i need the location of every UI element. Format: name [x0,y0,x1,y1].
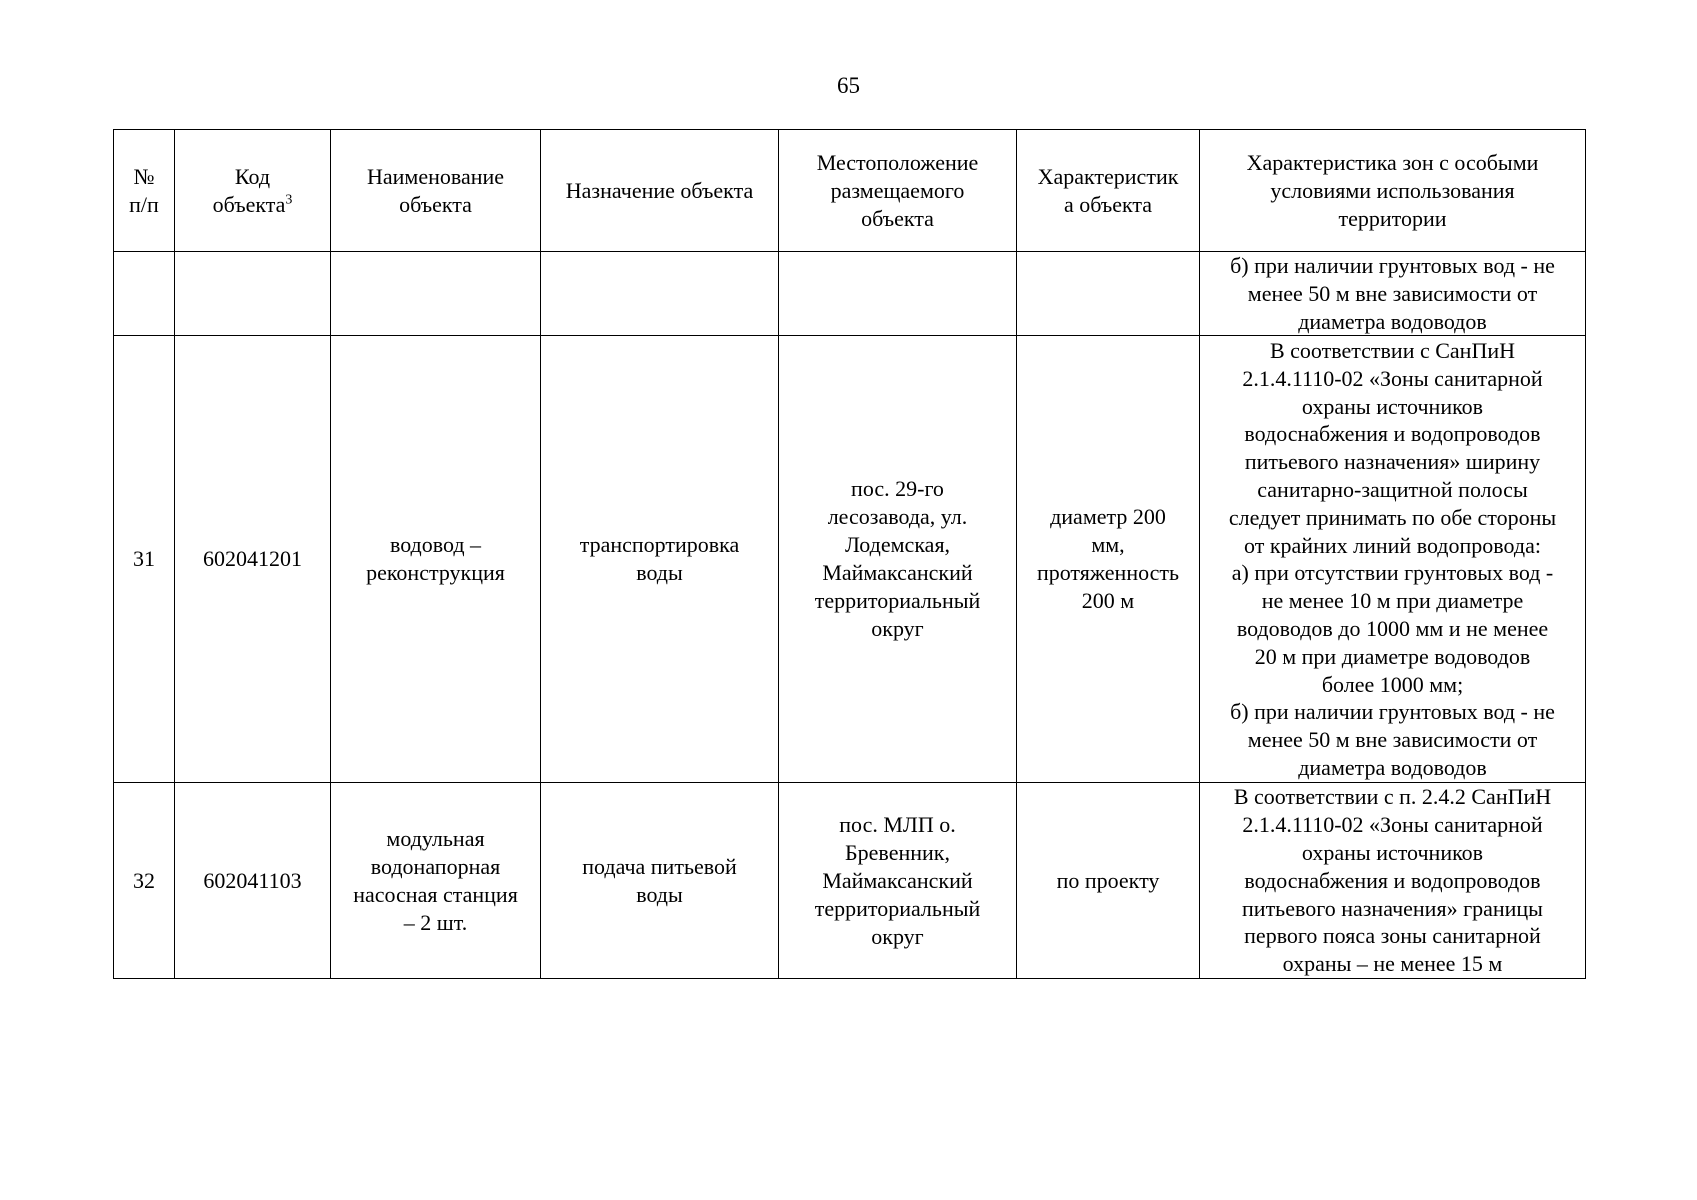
cell-name: водовод – реконструкция [331,336,541,783]
cell-location: пос. МЛП о. Бревенник, Маймаксанский территориальный округ [779,783,1017,979]
table-row [114,336,1586,783]
cell-code: 602041103 [175,783,331,979]
header-purpose: Назначение объекта [541,130,779,252]
cell-num: 31 [114,336,175,783]
header-code [175,130,331,252]
cell-num [114,252,175,336]
cell-characteristic: по проекту [1017,783,1200,979]
cell-zones: В соответствии с СанПиН 2.1.4.1110-02 «Зоны санитарной охраны источников водоснабжения и водопроводов питьевого назначения» ширину санитарно-защитной полосы следует принимать по обе стороны от крайних линий водопровода: а) при отсутствии грунтовых вод - не менее 10 м при диаметре водоводов до 1000 мм и не менее 20 м при диаметре водоводов более 1000 мм; б) при наличии грунтовых вод - не менее 50 м вне зависимости от диаметра водоводов [1200,336,1586,783]
cell-purpose [541,252,779,336]
header-code-label: Код объекта [212,163,286,217]
cell-location [779,252,1017,336]
table-header-row [114,130,1586,252]
cell-purpose: подача питьевой воды [541,783,779,979]
cell-zones: В соответствии с п. 2.4.2 СанПиН 2.1.4.1110-02 «Зоны санитарной охраны источников водоснабжения и водопроводов питьевого назначения» границы первого пояса зоны санитарной охраны – не менее 15 м [1200,783,1586,979]
cell-num: 32 [114,783,175,979]
header-num: № п/п [114,130,175,252]
page-number: 65 [837,73,860,98]
cell-purpose: транспортировка воды [541,336,779,783]
cell-code [175,252,331,336]
footnote-mark: 3 [285,192,293,208]
header-characteristic: Характеристик а объекта [1017,130,1200,252]
cell-location: пос. 29-го лесозавода, ул. Лодемская, Маймаксанский территориальный округ [779,336,1017,783]
objects-table [113,129,1586,979]
header-location: Местоположение размещаемого объекта [779,130,1017,252]
header-name: Наименование объекта [331,130,541,252]
cell-name [331,252,541,336]
table-row [114,252,1586,336]
cell-zones: б) при наличии грунтовых вод - не менее 50 м вне зависимости от диаметра водоводов [1200,252,1586,336]
cell-name: модульная водонапорная насосная станция – 2 шт. [331,783,541,979]
cell-code: 602041201 [175,336,331,783]
cell-characteristic: диаметр 200 мм, протяженность 200 м [1017,336,1200,783]
cell-characteristic [1017,252,1200,336]
header-zones: Характеристика зон с особыми условиями использования территории [1200,130,1586,252]
table-row [114,783,1586,979]
